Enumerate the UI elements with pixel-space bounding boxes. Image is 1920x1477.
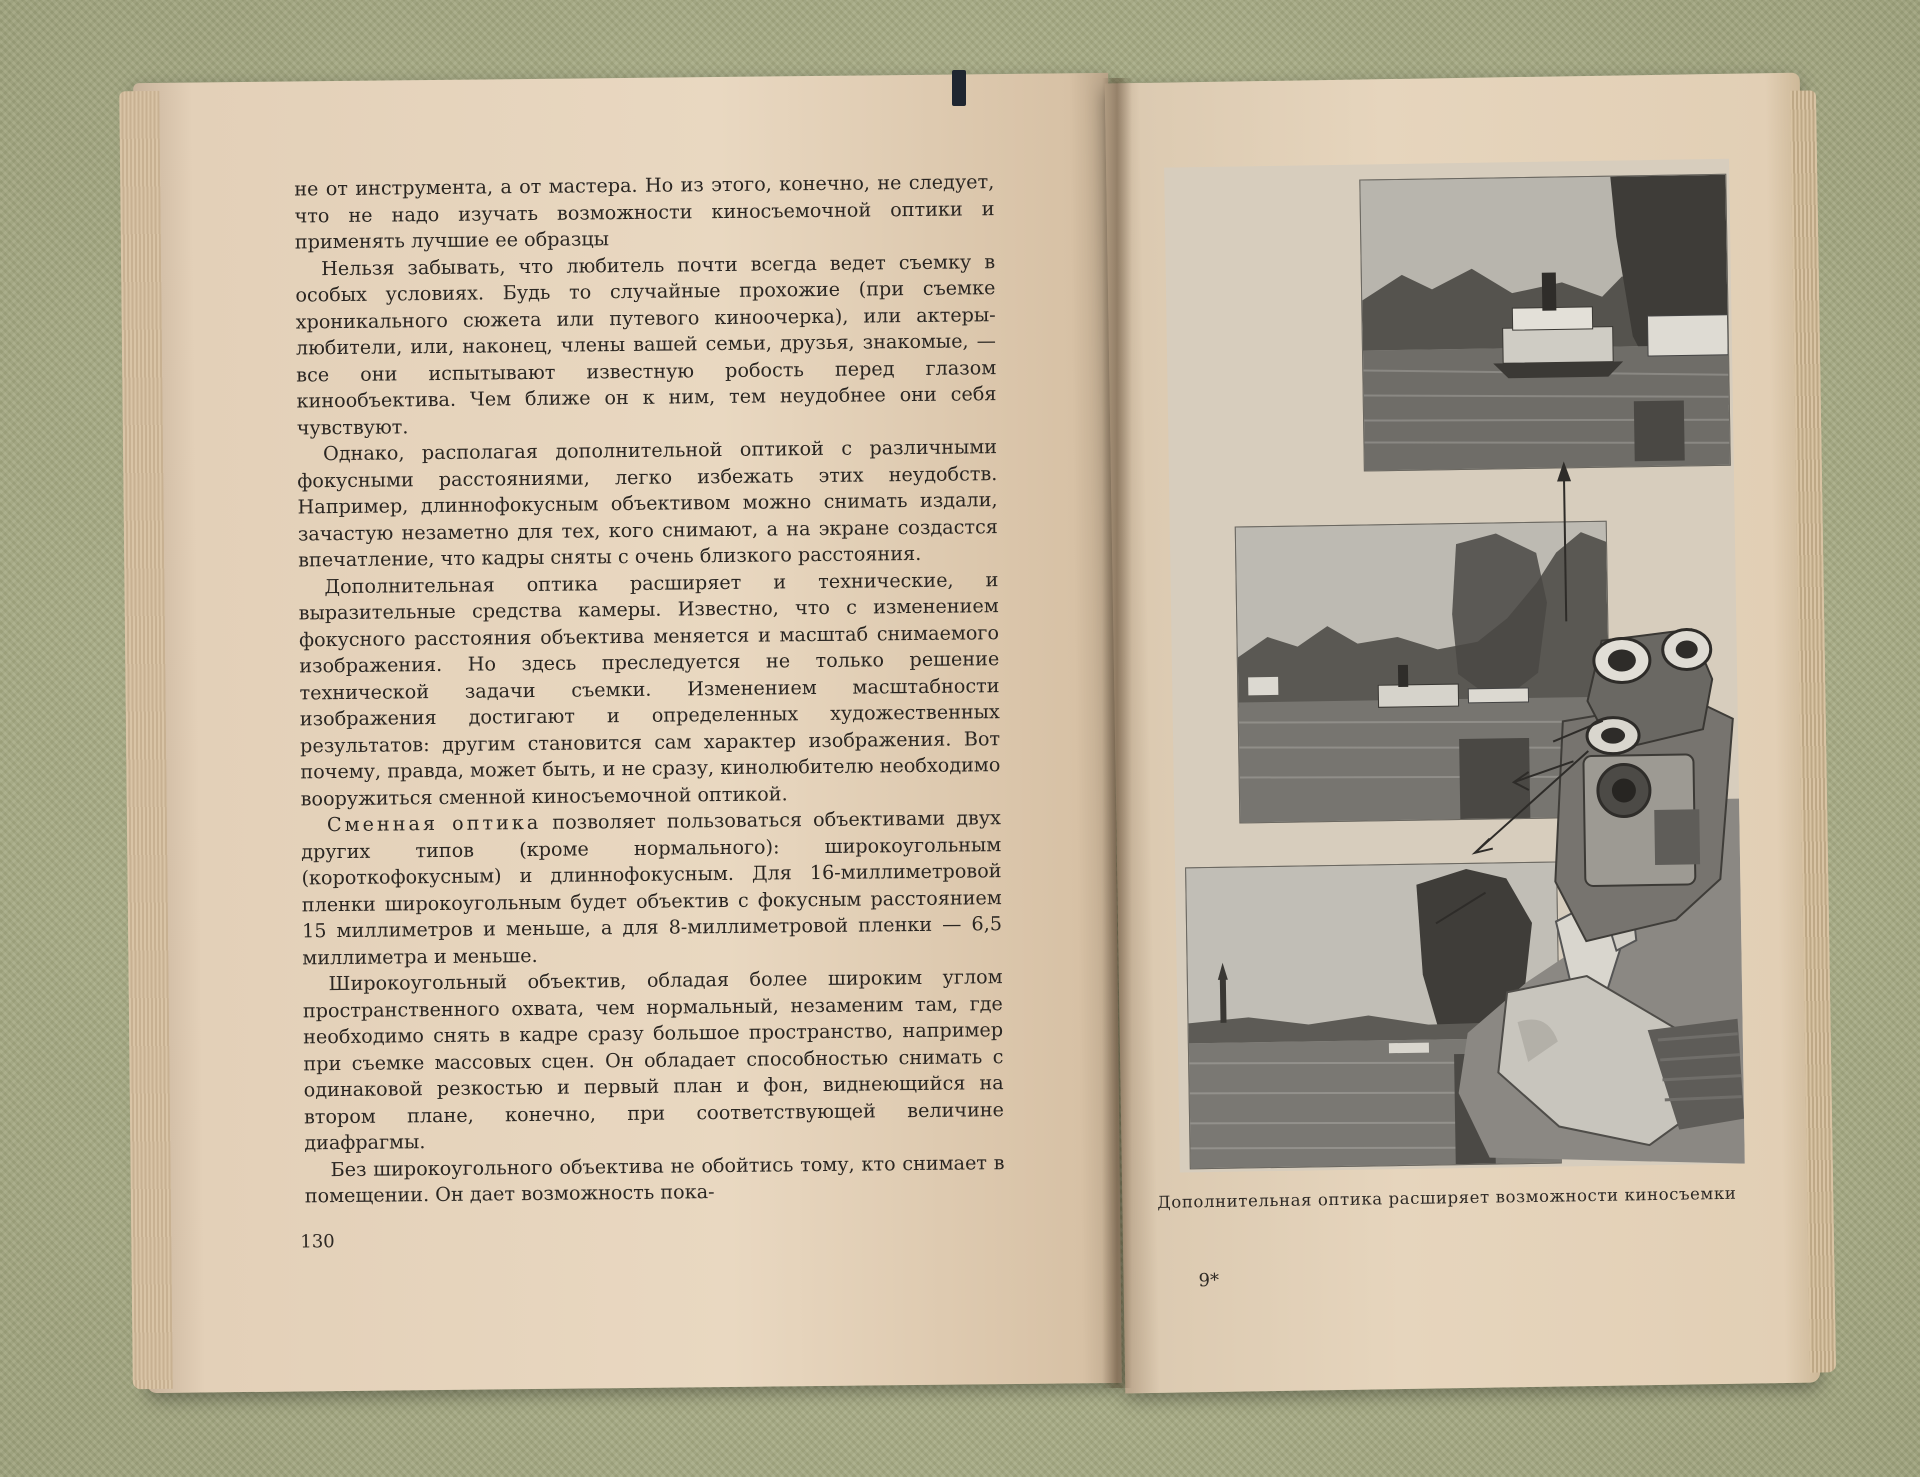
page-number-right: 9* [1198, 1269, 1220, 1292]
paragraph-6: Широкоугольный объектив, обладая более широким углом пространственного охвата, чем нормальный, незаменим там, где необходимо снять в кадре сразу большое пространство, например при съемке массовых сцен. Он обладает способностью снимать с одинаковой резкостью и первый план и фон, виднеющийся на втором плане, конечно, при соответствующей величине диафрагмы. [302, 965, 1005, 1155]
right-page [1105, 73, 1820, 1394]
page-block-edge-right [1790, 90, 1836, 1372]
page-number-left: 130 [300, 1231, 335, 1253]
paragraph-7: Без широкоугольного объектива не обойтись тому, кто снимает в помещении. Он дает возможность пока- [304, 1150, 1005, 1208]
left-page-text [294, 169, 1005, 1210]
illustration-plate [1164, 159, 1745, 1173]
paragraph-1: не от инструмента, а от мастера. Но из этого, конечно, не следует, что не надо изучать возможности киносъемочной оптики и применять лучшие ее образцы [294, 170, 995, 254]
page-block-edge-left [119, 91, 173, 1389]
bookmark-ribbon [952, 70, 966, 106]
camera-with-hand-illustration [1164, 159, 1745, 1173]
open-book [130, 78, 1820, 1388]
paragraph-5-lead: Сменная оптика [326, 810, 542, 837]
book-gutter [1102, 78, 1132, 1388]
paragraph-3: Однако, располагая дополнительной оптикой с различными фокусными расстояниями, легко избежать этих неудобств. Например, длиннофокусным объективом можно снимать издали, зачастую незаметно для тех, кого снимают, а на экране создастся впечатление, что кадры сняты с очень близкого расстояния. [297, 435, 998, 572]
paragraph-5 [301, 805, 1003, 971]
paragraph-4: Дополнительная оптика расширяет и технические, и выразительные средства камеры. Известно, что с изменением фокусного расстояния объектива меняется и масштаб снимаемого изображения. Но здесь преследуется не только решение технической задачи съемки. Изменением масштабности изображения достигают и определенных художественных результатов: другим становится сам характер изображения. Вот почему, правда, может быть, и не сразу, кинолюбителю необходимо вооружиться сменной киносъемочной оптикой. [298, 567, 1001, 810]
paragraph-2: Нельзя забывать, что любитель почти всегда ведет съемку в особых условиях. Будь то случайные прохожие (при съемке хроникального сюжета или путевого киноочерка), или актеры-любители, или, наконец, члены вашей семьи, друзья, знакомые, — все они испытывают известную робость перед глазом кинообъектива. Чем ближе он к ним, тем неудобнее они себя чувствуют. [295, 249, 997, 439]
figure-caption: Дополнительная оптика расширяет возможности киносъемки [1157, 1183, 1737, 1212]
left-page [133, 73, 1122, 1393]
paragraph-5-rest: позволяет пользоваться объективами двух других типов (кроме нормального): широкоугольным (короткофокусным) и длиннофокусным. Для 16-миллиметровой пленки широкоугольным будет объектив с фокусным расстоянием 15 миллиметров и меньше, а для 8-миллиметровой пленки — 6,5 миллиметра и меньше. [301, 806, 1003, 969]
